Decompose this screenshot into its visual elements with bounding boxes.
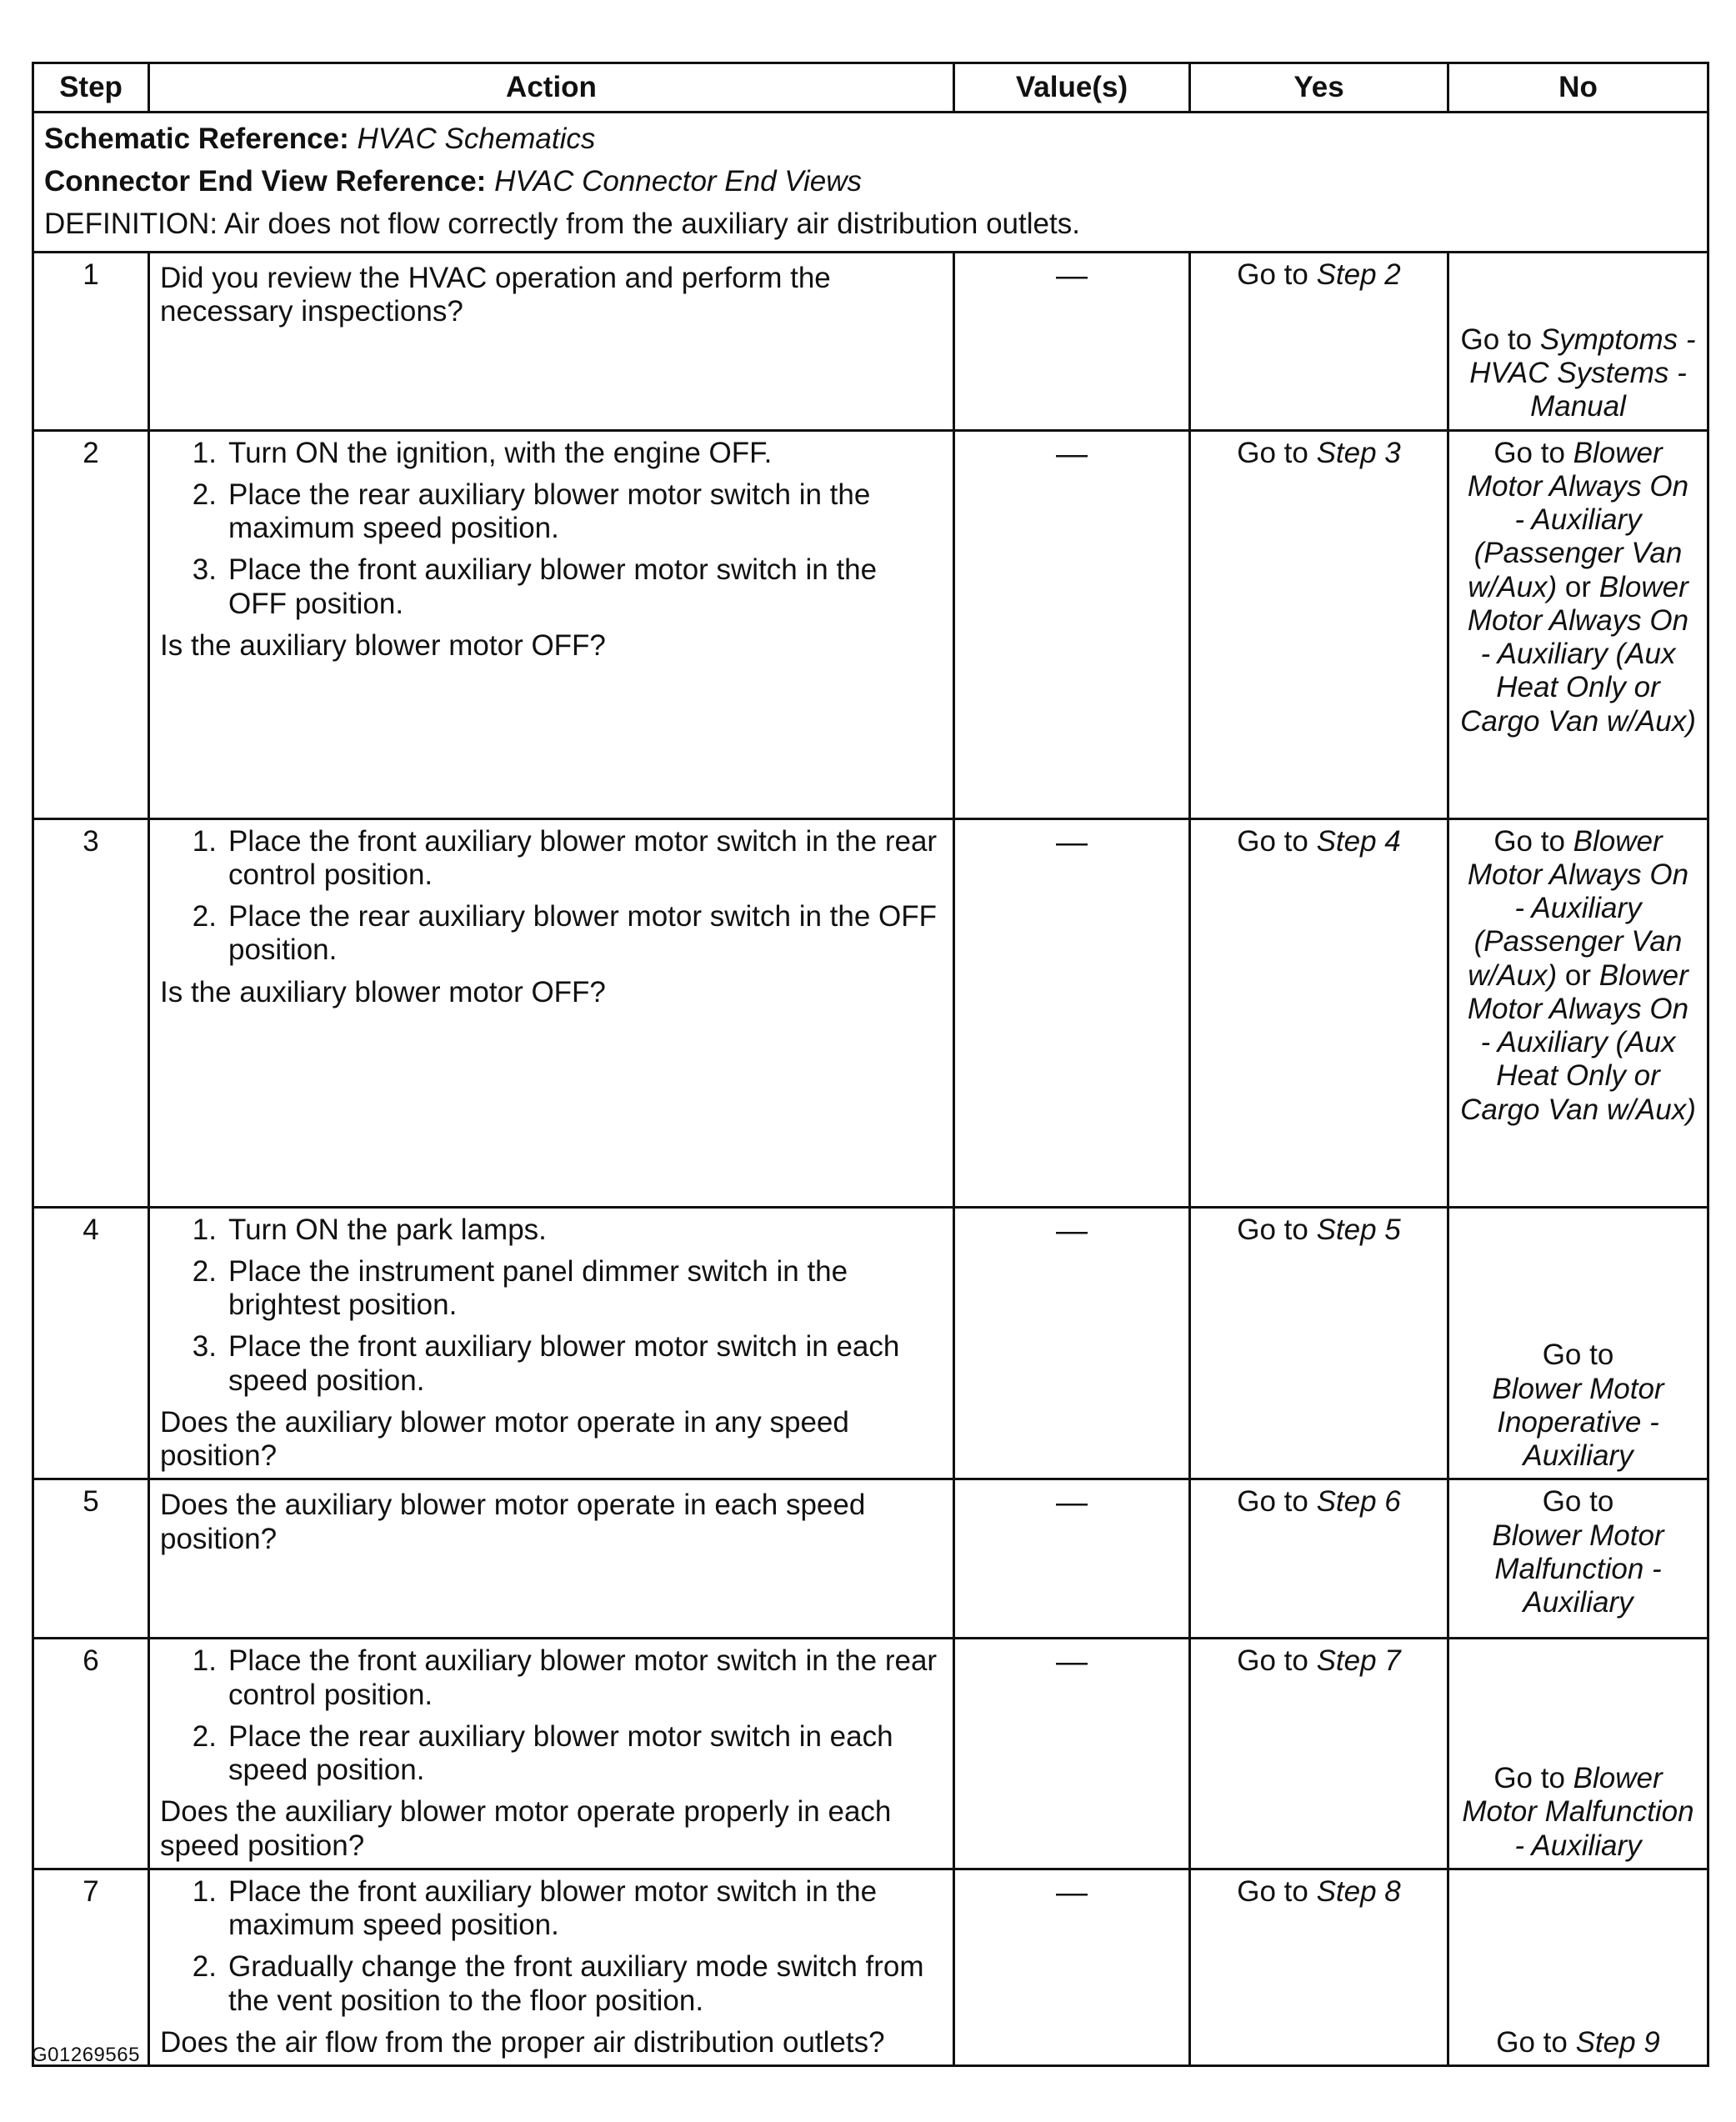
step-yes xyxy=(1190,1479,1448,1639)
connector-reference xyxy=(44,161,1697,203)
step-yes xyxy=(1190,430,1448,818)
no-link[interactable]: Blower Motor Always On - Auxiliary (Passenger Van w/Aux) xyxy=(1467,824,1689,992)
yes-step-link[interactable]: Step 3 xyxy=(1316,436,1401,469)
procedure-item: 1. Place the front auxiliary blower motor switch in the maximum speed position. xyxy=(192,1874,878,1941)
procedure-item: 1. Place the front auxiliary blower motor switch in the rear control position. xyxy=(192,1644,938,1711)
connector-reference-label: Connector End View Reference: xyxy=(44,165,487,198)
step-no xyxy=(1448,252,1708,430)
step-action xyxy=(149,1639,954,1869)
step-no xyxy=(1448,1207,1708,1479)
or-text: or xyxy=(1564,570,1592,603)
step-number: 6 xyxy=(33,1639,149,1869)
go-to-text: Go to xyxy=(1237,1485,1308,1519)
go-to-text: Go to xyxy=(1237,1644,1308,1678)
step-row-4 xyxy=(33,1207,1708,1479)
definition-text: DEFINITION: Air does not flow correctly from the auxiliary air distribution outlets. xyxy=(44,207,1080,240)
go-to-text: Go to xyxy=(1237,258,1308,291)
step-action xyxy=(149,1207,954,1479)
step-number: 2 xyxy=(33,430,149,818)
step-value: — xyxy=(954,252,1190,430)
step-number: 5 xyxy=(33,1479,149,1639)
schematic-reference xyxy=(44,118,1697,161)
step-row-5 xyxy=(33,1479,1708,1639)
step-no xyxy=(1448,1639,1708,1869)
yes-step-link[interactable]: Step 6 xyxy=(1316,1485,1401,1519)
procedure-item: 1. Turn ON the park lamps. xyxy=(192,1213,547,1246)
no-link[interactable]: Blower Motor Always On - Auxiliary (Aux Heat Only or Cargo Van w/Aux) xyxy=(1460,958,1696,1126)
step-value: — xyxy=(954,818,1190,1207)
step-action xyxy=(149,1479,954,1639)
header-action: Action xyxy=(149,63,954,113)
go-to-text: Go to xyxy=(1542,1485,1614,1519)
go-to-text: Go to xyxy=(1237,1213,1308,1246)
header-yes: Yes xyxy=(1190,63,1448,113)
step-number: 7 xyxy=(33,1869,149,2065)
step-row-2 xyxy=(33,430,1708,818)
yes-step-link[interactable]: Step 5 xyxy=(1316,1213,1401,1246)
step-yes xyxy=(1190,252,1448,430)
step-number: 1 xyxy=(33,252,149,430)
header-no: No xyxy=(1448,63,1708,113)
step-row-1 xyxy=(33,252,1708,430)
schematic-reference-link[interactable]: HVAC Schematics xyxy=(357,123,596,156)
step-row-6 xyxy=(33,1639,1708,1869)
connector-reference-link[interactable]: HVAC Connector End Views xyxy=(494,165,863,198)
step-procedure-list xyxy=(160,825,943,968)
no-link[interactable]: Blower Motor Malfunction - Auxiliary xyxy=(1492,1519,1664,1619)
step-question: Does the air flow from the proper air distribution outlets? xyxy=(160,2025,885,2059)
procedure-item: 2. Place the rear auxiliary blower motor switch in each speed position. xyxy=(192,1719,893,1786)
step-value: — xyxy=(954,1639,1190,1869)
step-question: Does the auxiliary blower motor operate in any speed position? xyxy=(160,1405,849,1472)
step-procedure-list xyxy=(160,1644,943,1787)
no-link[interactable]: Blower Motor Always On - Auxiliary (Passenger Van w/Aux) xyxy=(1467,436,1689,603)
step-yes xyxy=(1190,1639,1448,1869)
procedure-item: 2. Place the instrument panel dimmer switch in the brightest position. xyxy=(192,1254,848,1321)
step-no xyxy=(1448,1869,1708,2065)
step-action xyxy=(149,818,954,1207)
step-value: — xyxy=(954,1479,1190,1639)
no-link[interactable]: Blower Motor Malfunction - Auxiliary xyxy=(1462,1762,1694,1862)
go-to-text: Go to xyxy=(1237,824,1308,858)
or-text: or xyxy=(1564,958,1592,992)
yes-step-link[interactable]: Step 7 xyxy=(1316,1644,1401,1678)
step-procedure-list xyxy=(160,1214,943,1398)
step-no xyxy=(1448,818,1708,1207)
step-number: 3 xyxy=(33,818,149,1207)
step-action xyxy=(149,252,954,430)
step-no xyxy=(1448,1479,1708,1639)
procedure-item: 3. Place the front auxiliary blower motor switch in the OFF position. xyxy=(192,553,878,620)
step-row-3 xyxy=(33,818,1708,1207)
procedure-item: 2. Place the rear auxiliary blower motor switch in the OFF position. xyxy=(192,900,938,967)
reference-cell xyxy=(33,113,1708,252)
step-question: Does the auxiliary blower motor operate properly in each speed position? xyxy=(160,1795,892,1862)
go-to-text: Go to xyxy=(1493,1762,1565,1794)
step-yes xyxy=(1190,818,1448,1207)
figure-code: G01269565 xyxy=(32,2044,140,2066)
procedure-item: 3. Place the front auxiliary blower motor switch in each speed position. xyxy=(192,1330,900,1397)
header-values: Value(s) xyxy=(954,63,1190,113)
step-question: Is the auxiliary blower motor OFF? xyxy=(160,975,606,1008)
procedure-item: 1. Place the front auxiliary blower motor switch in the rear control position. xyxy=(192,824,938,891)
step-question: Is the auxiliary blower motor OFF? xyxy=(160,628,606,662)
schematic-reference-label: Schematic Reference: xyxy=(44,123,349,156)
header-step: Step xyxy=(33,63,149,113)
step-yes xyxy=(1190,1207,1448,1479)
step-row-7 xyxy=(33,1869,1708,2065)
go-to-text: Go to xyxy=(1460,323,1533,356)
no-link[interactable]: Blower Motor Inoperative - Auxiliary xyxy=(1492,1372,1664,1472)
go-to-text: Go to xyxy=(1237,436,1308,469)
step-value: — xyxy=(954,1207,1190,1479)
header-row xyxy=(33,63,1708,113)
procedure-item: 2. Gradually change the front auxiliary mode switch from the vent position to the floor position. xyxy=(192,1950,924,2017)
step-question: Does the auxiliary blower motor operate in each speed position? xyxy=(160,1489,866,1555)
reference-row xyxy=(33,113,1708,252)
step-value: — xyxy=(954,1869,1190,2065)
go-to-text: Go to xyxy=(1496,2025,1568,2059)
step-value: — xyxy=(954,430,1190,818)
step-number: 4 xyxy=(33,1207,149,1479)
procedure-item: 1. Turn ON the ignition, with the engine OFF. xyxy=(192,436,773,469)
yes-step-link[interactable]: Step 8 xyxy=(1316,1874,1401,1908)
procedure-item: 2. Place the rear auxiliary blower motor switch in the maximum speed position. xyxy=(192,478,871,544)
yes-step-link[interactable]: Step 2 xyxy=(1316,258,1401,291)
step-yes xyxy=(1190,1869,1448,2065)
go-to-text: Go to xyxy=(1542,1339,1614,1372)
step-no xyxy=(1448,430,1708,818)
no-link[interactable]: Blower Motor Always On - Auxiliary (Aux Heat Only or Cargo Van w/Aux) xyxy=(1460,570,1696,738)
step-procedure-list xyxy=(160,1875,943,2018)
yes-step-link[interactable]: Step 4 xyxy=(1316,824,1401,858)
go-to-text: Go to xyxy=(1493,824,1565,858)
no-step-link[interactable]: Step 9 xyxy=(1575,2025,1660,2059)
diagnostic-table xyxy=(32,62,1709,2067)
step-action xyxy=(149,430,954,818)
step-question: Did you review the HVAC operation and perform the necessary inspections? xyxy=(160,261,831,328)
step-action xyxy=(149,1869,954,2065)
no-link[interactable]: Symptoms - HVAC Systems - Manual xyxy=(1469,323,1696,423)
go-to-text: Go to xyxy=(1493,436,1565,469)
go-to-text: Go to xyxy=(1237,1874,1308,1908)
step-procedure-list xyxy=(160,437,943,621)
